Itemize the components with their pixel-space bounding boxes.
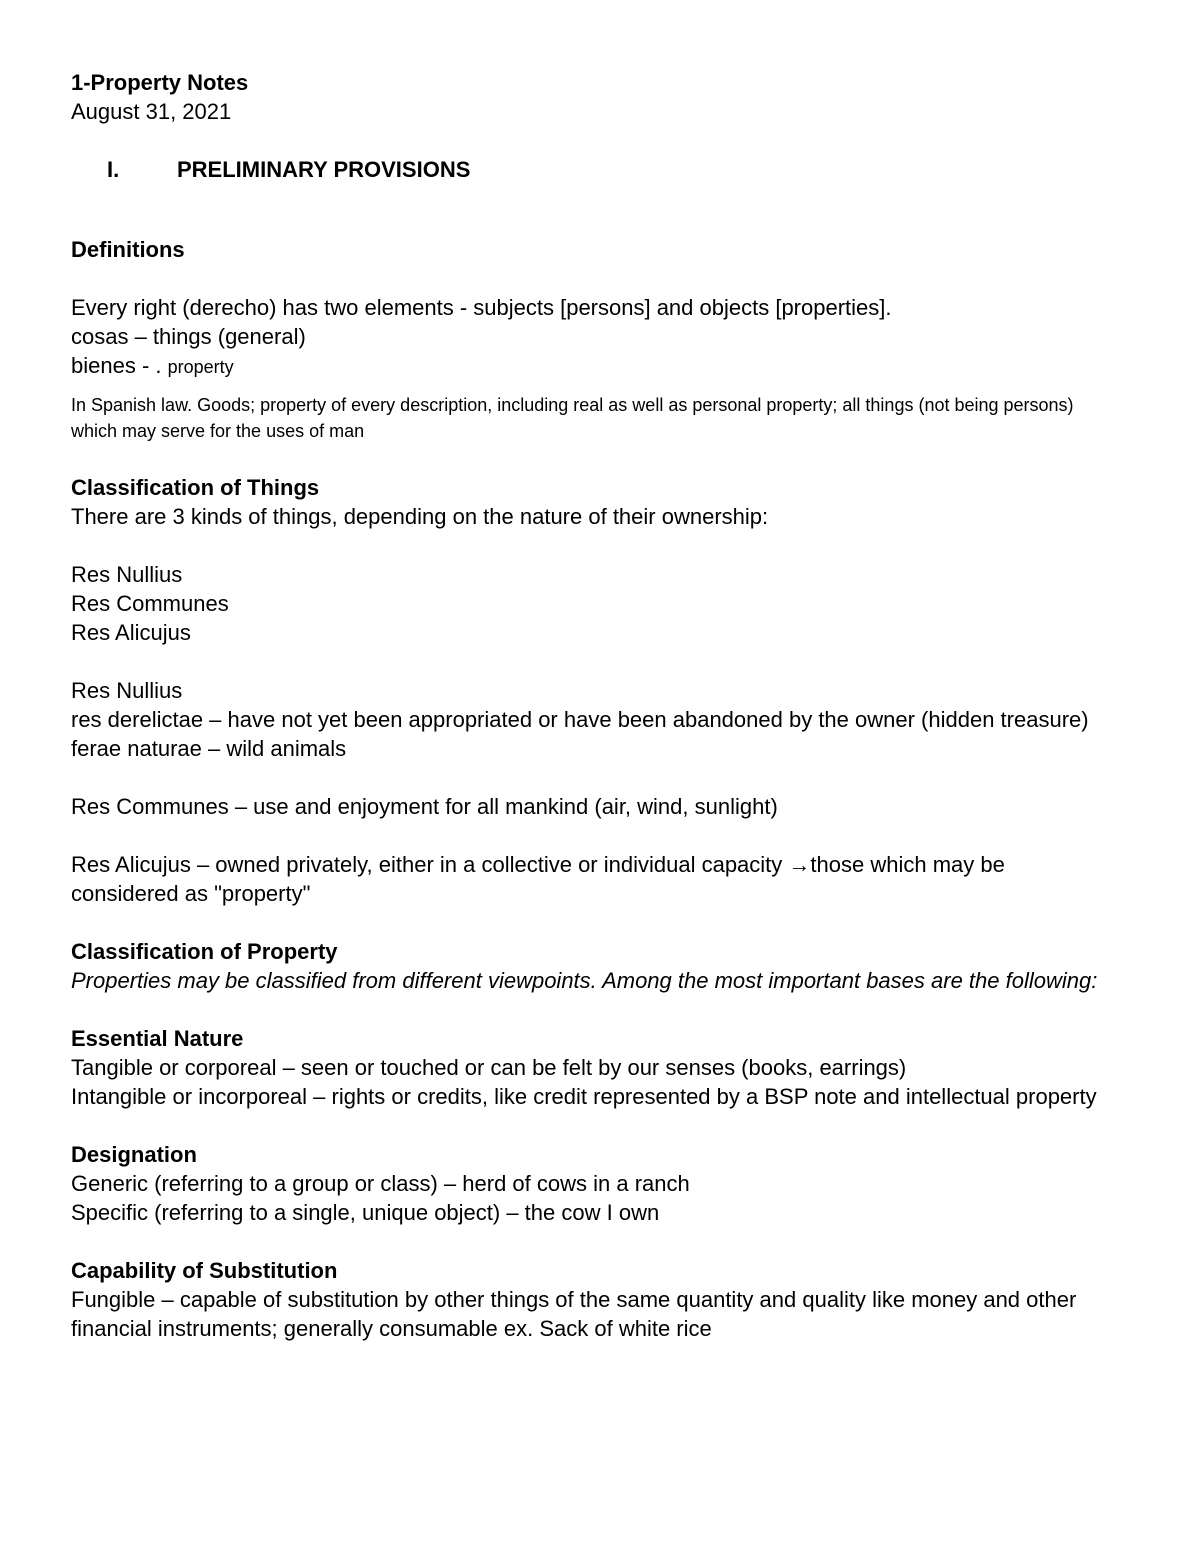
document-page <box>71 68 1111 1343</box>
bienes-label: bienes - . <box>71 353 168 378</box>
intangible-line: Intangible or incorporeal – rights or credits, like credit represented by a BSP note and intellectual property <box>71 1084 1097 1109</box>
res-nullius-heading: Res Nullius <box>71 678 183 703</box>
list-item: Res Alicujus <box>71 620 191 645</box>
res-communes: Res Communes – use and enjoyment for all mankind (air, wind, sunlight) <box>71 794 778 819</box>
classification-property-intro: Properties may be classified from different viewpoints. Among the most important bases are the following: <box>71 968 1098 993</box>
generic-line: Generic (referring to a group or class) – herd of cows in a ranch <box>71 1171 690 1196</box>
document-date: August 31, 2021 <box>71 99 232 124</box>
classification-property-heading: Classification of Property <box>71 939 338 964</box>
section-title: PRELIMINARY PROVISIONS <box>177 157 471 182</box>
section-number: I. <box>107 157 120 182</box>
tangible-line: Tangible or corporeal – seen or touched or can be felt by our senses (books, earrings) <box>71 1055 907 1080</box>
arrow-right-icon: → <box>788 852 811 877</box>
definitions-heading: Definitions <box>71 237 185 262</box>
definitions-line <box>71 351 1111 380</box>
fungible-line: Fungible – capable of substitution by other things of the same quantity and quality like money and other financial instruments; generally consumable ex. Sack of white rice <box>71 1287 1077 1341</box>
definitions-line: cosas – things (general) <box>71 324 306 349</box>
list-item: Res Nullius <box>71 562 183 587</box>
list-item: Res Communes <box>71 591 229 616</box>
essential-nature-heading: Essential Nature <box>71 1026 244 1051</box>
res-derelictae: res derelictae – have not yet been appropriated or have been abandoned by the owner (hidden treasure) <box>71 707 1089 732</box>
section-heading <box>71 155 1111 184</box>
classification-things-intro: There are 3 kinds of things, depending on the nature of their ownership: <box>71 504 769 529</box>
res-alicujus: Res Alicujus – owned privately, either in a collective or individual capacity →those which may be <box>71 852 1005 877</box>
designation-heading: Designation <box>71 1142 197 1167</box>
spanish-law-quote: In Spanish law. Goods; property of every description, including real as well as personal property; all things (not being persons) which may serve for the uses of man <box>71 395 1074 441</box>
specific-line: Specific (referring to a single, unique object) – the cow I own <box>71 1200 660 1225</box>
classification-things-heading: Classification of Things <box>71 475 320 500</box>
ferae-naturae: ferae naturae – wild animals <box>71 736 347 761</box>
bienes-property: property <box>167 357 234 377</box>
definitions-line: Every right (derecho) has two elements - subjects [persons] and objects [properties]. <box>71 295 892 320</box>
res-alicujus-continued: considered as "property" <box>71 881 311 906</box>
document-title: 1-Property Notes <box>71 70 249 95</box>
substitution-heading: Capability of Substitution <box>71 1258 338 1283</box>
